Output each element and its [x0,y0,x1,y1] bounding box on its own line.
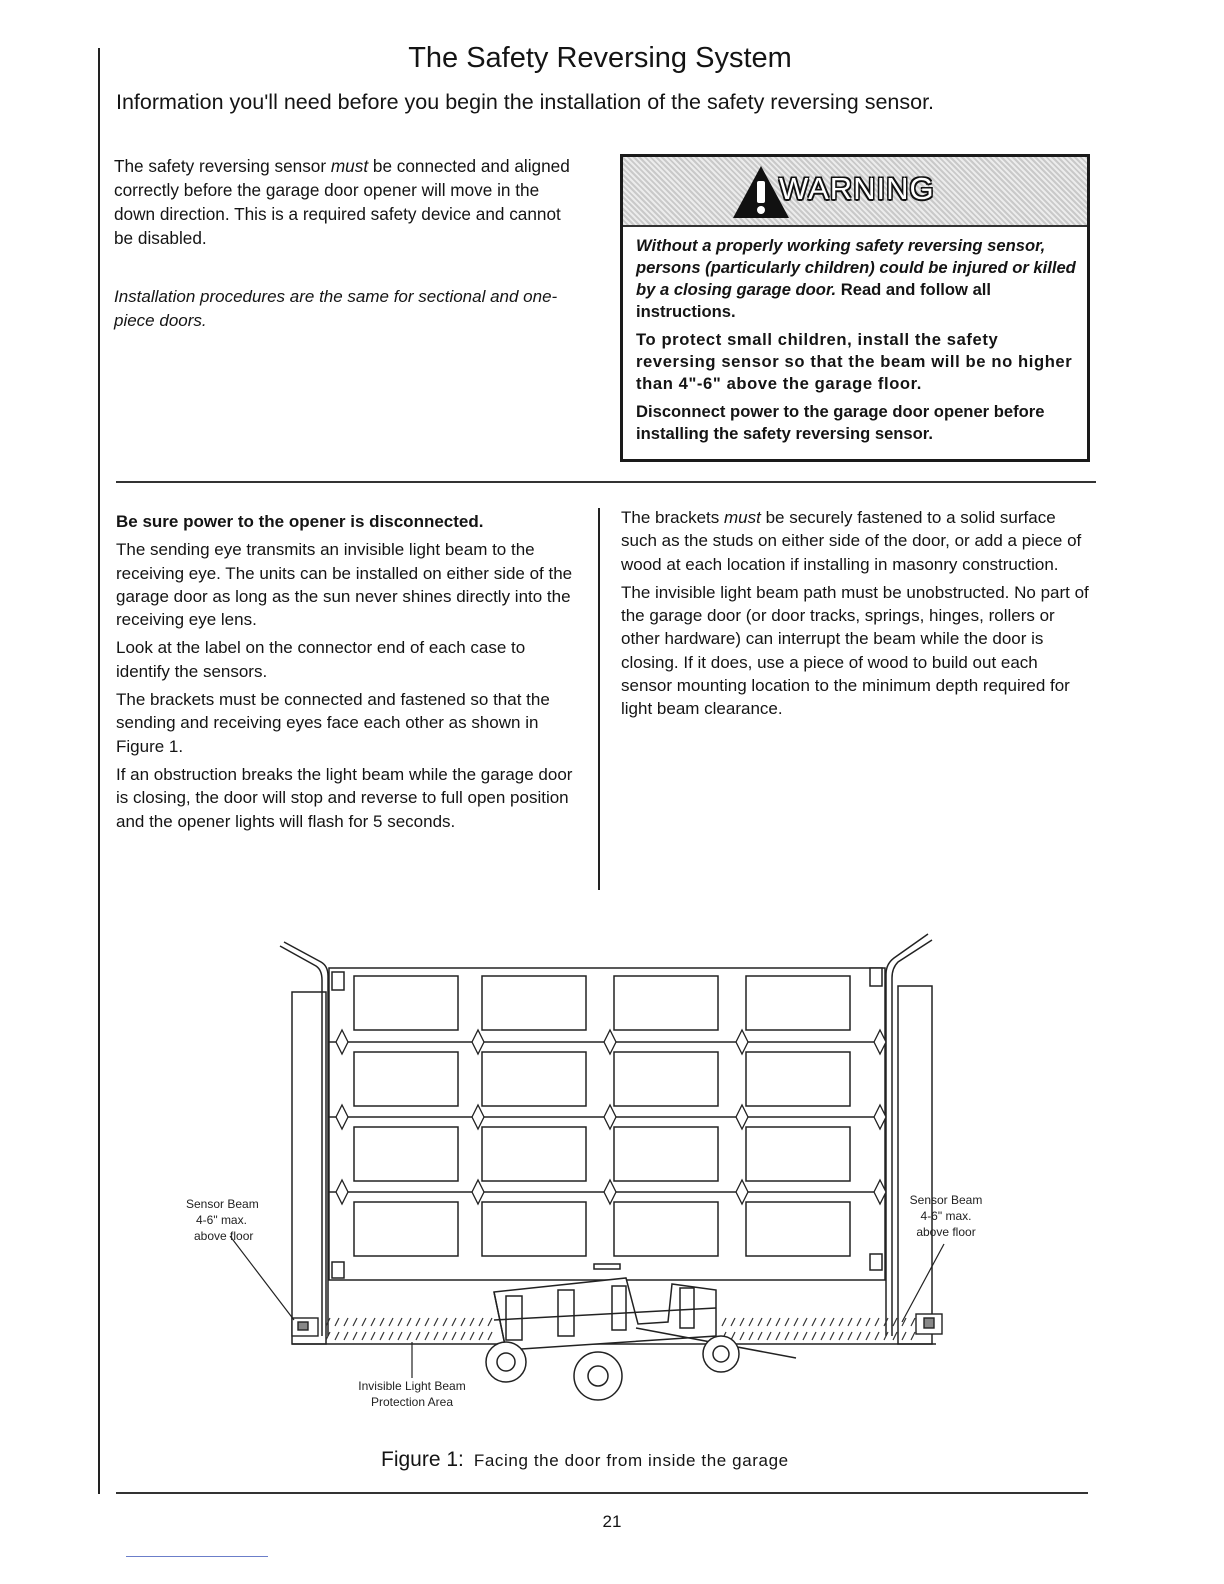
warning-text-3: Disconnect power to the garage door opener before installing the safety reversing sensor. [636,402,1045,443]
light-beam-hatch [461,1318,465,1326]
door-panel [746,1052,850,1106]
figure-caption-text: Facing the door from inside the garage [473,1451,789,1470]
light-beam-hatch [470,1332,474,1340]
light-beam-hatch [866,1332,870,1340]
door-panel [614,1202,718,1256]
door-panel [746,976,850,1030]
light-beam-hatch [821,1332,825,1340]
right-wall-jamb [898,986,932,1344]
light-beam-hatch [812,1318,816,1326]
figure-caption-prefix: Figure 1: [381,1448,464,1471]
scan-mark [126,1556,268,1557]
page-subtitle: Information you'll need before you begin the installation of the safety reversing sensor. [116,90,935,114]
left-column [116,510,578,838]
light-beam-hatch [461,1332,465,1340]
warning-text-1b: Read and follow all instructions. [636,280,992,321]
figure-caption [381,1448,789,1472]
light-beam-hatch [398,1318,402,1326]
light-beam-hatch [407,1318,411,1326]
light-beam-hatch [434,1332,438,1340]
garage-door-figure [176,924,983,1424]
light-beam-hatch [389,1332,393,1340]
light-beam-hatch [380,1318,384,1326]
light-beam-hatch [839,1318,843,1326]
light-beam-hatch [830,1332,834,1340]
door-panel [746,1127,850,1181]
light-beam-hatch [839,1332,843,1340]
light-beam-hatch [857,1332,861,1340]
left-paragraph-2: Look at the label on the connector end of each case to identify the sensors. [116,638,526,681]
light-beam-hatch [452,1332,456,1340]
light-beam-hatch [416,1332,420,1340]
light-beam-hatch [866,1318,870,1326]
right-paragraph-1: The brackets must be securely fastened to a solid surface such as the studs on either side of the door, or add a piece of wood at each location if installing in masonry construction. [621,508,1082,574]
light-beam-hatch [740,1318,744,1326]
light-beam-hatch [353,1318,357,1326]
light-beam-hatch [830,1318,834,1326]
light-beam-hatch [344,1332,348,1340]
light-beam-hatch [479,1318,483,1326]
light-beam-hatch [785,1332,789,1340]
light-beam-hatch [776,1318,780,1326]
right-sensor-label-3: above floor [916,1225,976,1239]
warning-box [620,154,1090,462]
left-sensor-label-3: above floor [194,1229,254,1243]
light-beam-hatch [812,1332,816,1340]
light-beam-hatch [893,1318,897,1326]
light-beam-hatch [875,1318,879,1326]
door-panel [354,1052,458,1106]
light-beam-hatch [380,1332,384,1340]
light-beam-hatch [767,1332,771,1340]
right-column [621,506,1093,726]
light-beam-hatch [407,1332,411,1340]
light-beam-hatch [794,1318,798,1326]
light-beam-hatch [722,1318,726,1326]
beam-area-label-1: Invisible Light Beam [358,1379,466,1393]
intro-paragraph: The safety reversing sensor must be connected and aligned correctly before the garage door opener will move in the down direction. This is a required safety device and cannot be disabled. [114,156,570,248]
light-beam-hatch [875,1332,879,1340]
right-sensor-label-1: Sensor Beam [909,1193,983,1207]
door-panel [482,1052,586,1106]
light-beam-hatch [443,1318,447,1326]
light-beam-hatch [488,1318,492,1326]
light-beam-hatch [344,1318,348,1326]
column-divider [598,508,600,890]
light-beam-hatch [362,1318,366,1326]
right-sensor-label-2: 4-6" max. [920,1209,972,1223]
light-beam-hatch [794,1332,798,1340]
light-beam-hatch [335,1332,339,1340]
light-beam-hatch [749,1318,753,1326]
light-beam-hatch [803,1332,807,1340]
page-number: 21 [602,1512,622,1531]
left-sensor-label-1: Sensor Beam [186,1197,259,1211]
door-panel [746,1202,850,1256]
intro-note: Installation procedures are the same for sectional and one-piece doors. [114,287,558,330]
light-beam-hatch [758,1332,762,1340]
section-divider [116,481,1096,483]
door-panel [614,976,718,1030]
left-paragraph-1: The sending eye transmits an invisible light beam to the receiving eye. The units can be installed on either side of the garage door as long as the sun never shines directly into the receiving eye lens. [116,540,573,630]
warning-body [636,235,1082,451]
left-lead: Be sure power to the opener is disconnected. [116,512,484,531]
warning-header [623,157,1087,227]
bottom-rule [116,1492,1088,1494]
light-beam-hatch [371,1318,375,1326]
light-beam-hatch [416,1318,420,1326]
light-beam-hatch [362,1332,366,1340]
left-paragraph-4: If an obstruction breaks the light beam while the garage door is closing, the door will stop and reverse to full open position and the opener lights will flash for 5 seconds. [116,764,573,831]
light-beam-hatch [848,1332,852,1340]
light-beam-hatch [335,1318,339,1326]
left-wall-jamb [292,992,326,1344]
door-panel [614,1127,718,1181]
beam-area-label-2: Protection Area [370,1395,454,1409]
right-paragraph-2: The invisible light beam path must be unobstructed. No part of the garage door (or door tracks, springs, hinges, rollers or other hardware) can interrupt the beam while the door is closing. If it does, use a piece of wood to build out each sensor mounting location to the minimum depth required for light beam clearance. [621,582,1089,719]
light-beam-hatch [479,1332,483,1340]
light-beam-hatch [452,1318,456,1326]
light-beam-hatch [785,1318,789,1326]
door-panel [354,1202,458,1256]
door-panel [482,1202,586,1256]
light-beam-hatch [740,1332,744,1340]
light-beam-hatch [803,1318,807,1326]
light-beam-hatch [389,1318,393,1326]
light-beam-hatch [893,1332,897,1340]
door-panel [354,1127,458,1181]
light-beam-hatch [758,1318,762,1326]
light-beam-hatch [848,1318,852,1326]
warning-text-2: To protect small children, install the safety reversing sensor so that the beam will be no higher than 4"-6" above the garage floor. [636,330,1073,393]
light-beam-hatch [353,1332,357,1340]
light-beam-hatch [470,1318,474,1326]
light-beam-hatch [434,1318,438,1326]
warning-heading: WARNING [779,171,935,206]
light-beam-hatch [821,1318,825,1326]
light-beam-hatch [425,1332,429,1340]
door-panel [482,976,586,1030]
left-sensor-label-2: 4-6" max. [196,1213,247,1227]
light-beam-hatch [425,1318,429,1326]
light-beam-hatch [767,1318,771,1326]
light-beam-hatch [776,1332,780,1340]
light-beam-hatch [749,1332,753,1340]
warning-text-1: Without a properly working safety reversing sensor, persons (particularly children) could be injured or killed by a closing garage door. [636,236,1076,299]
light-beam-hatch [443,1332,447,1340]
left-margin-rule [98,48,100,1494]
page-title: The Safety Reversing System [408,42,792,74]
light-beam-hatch [488,1332,492,1340]
light-beam-hatch [731,1318,735,1326]
left-paragraph-3: The brackets must be connected and fastened so that the sending and receiving eyes face each other as shown in Figure 1. [116,690,550,756]
light-beam-hatch [398,1332,402,1340]
door-panel [614,1052,718,1106]
light-beam-hatch [371,1332,375,1340]
door-panel [482,1127,586,1181]
light-beam-hatch [857,1318,861,1326]
door-panel [354,976,458,1030]
